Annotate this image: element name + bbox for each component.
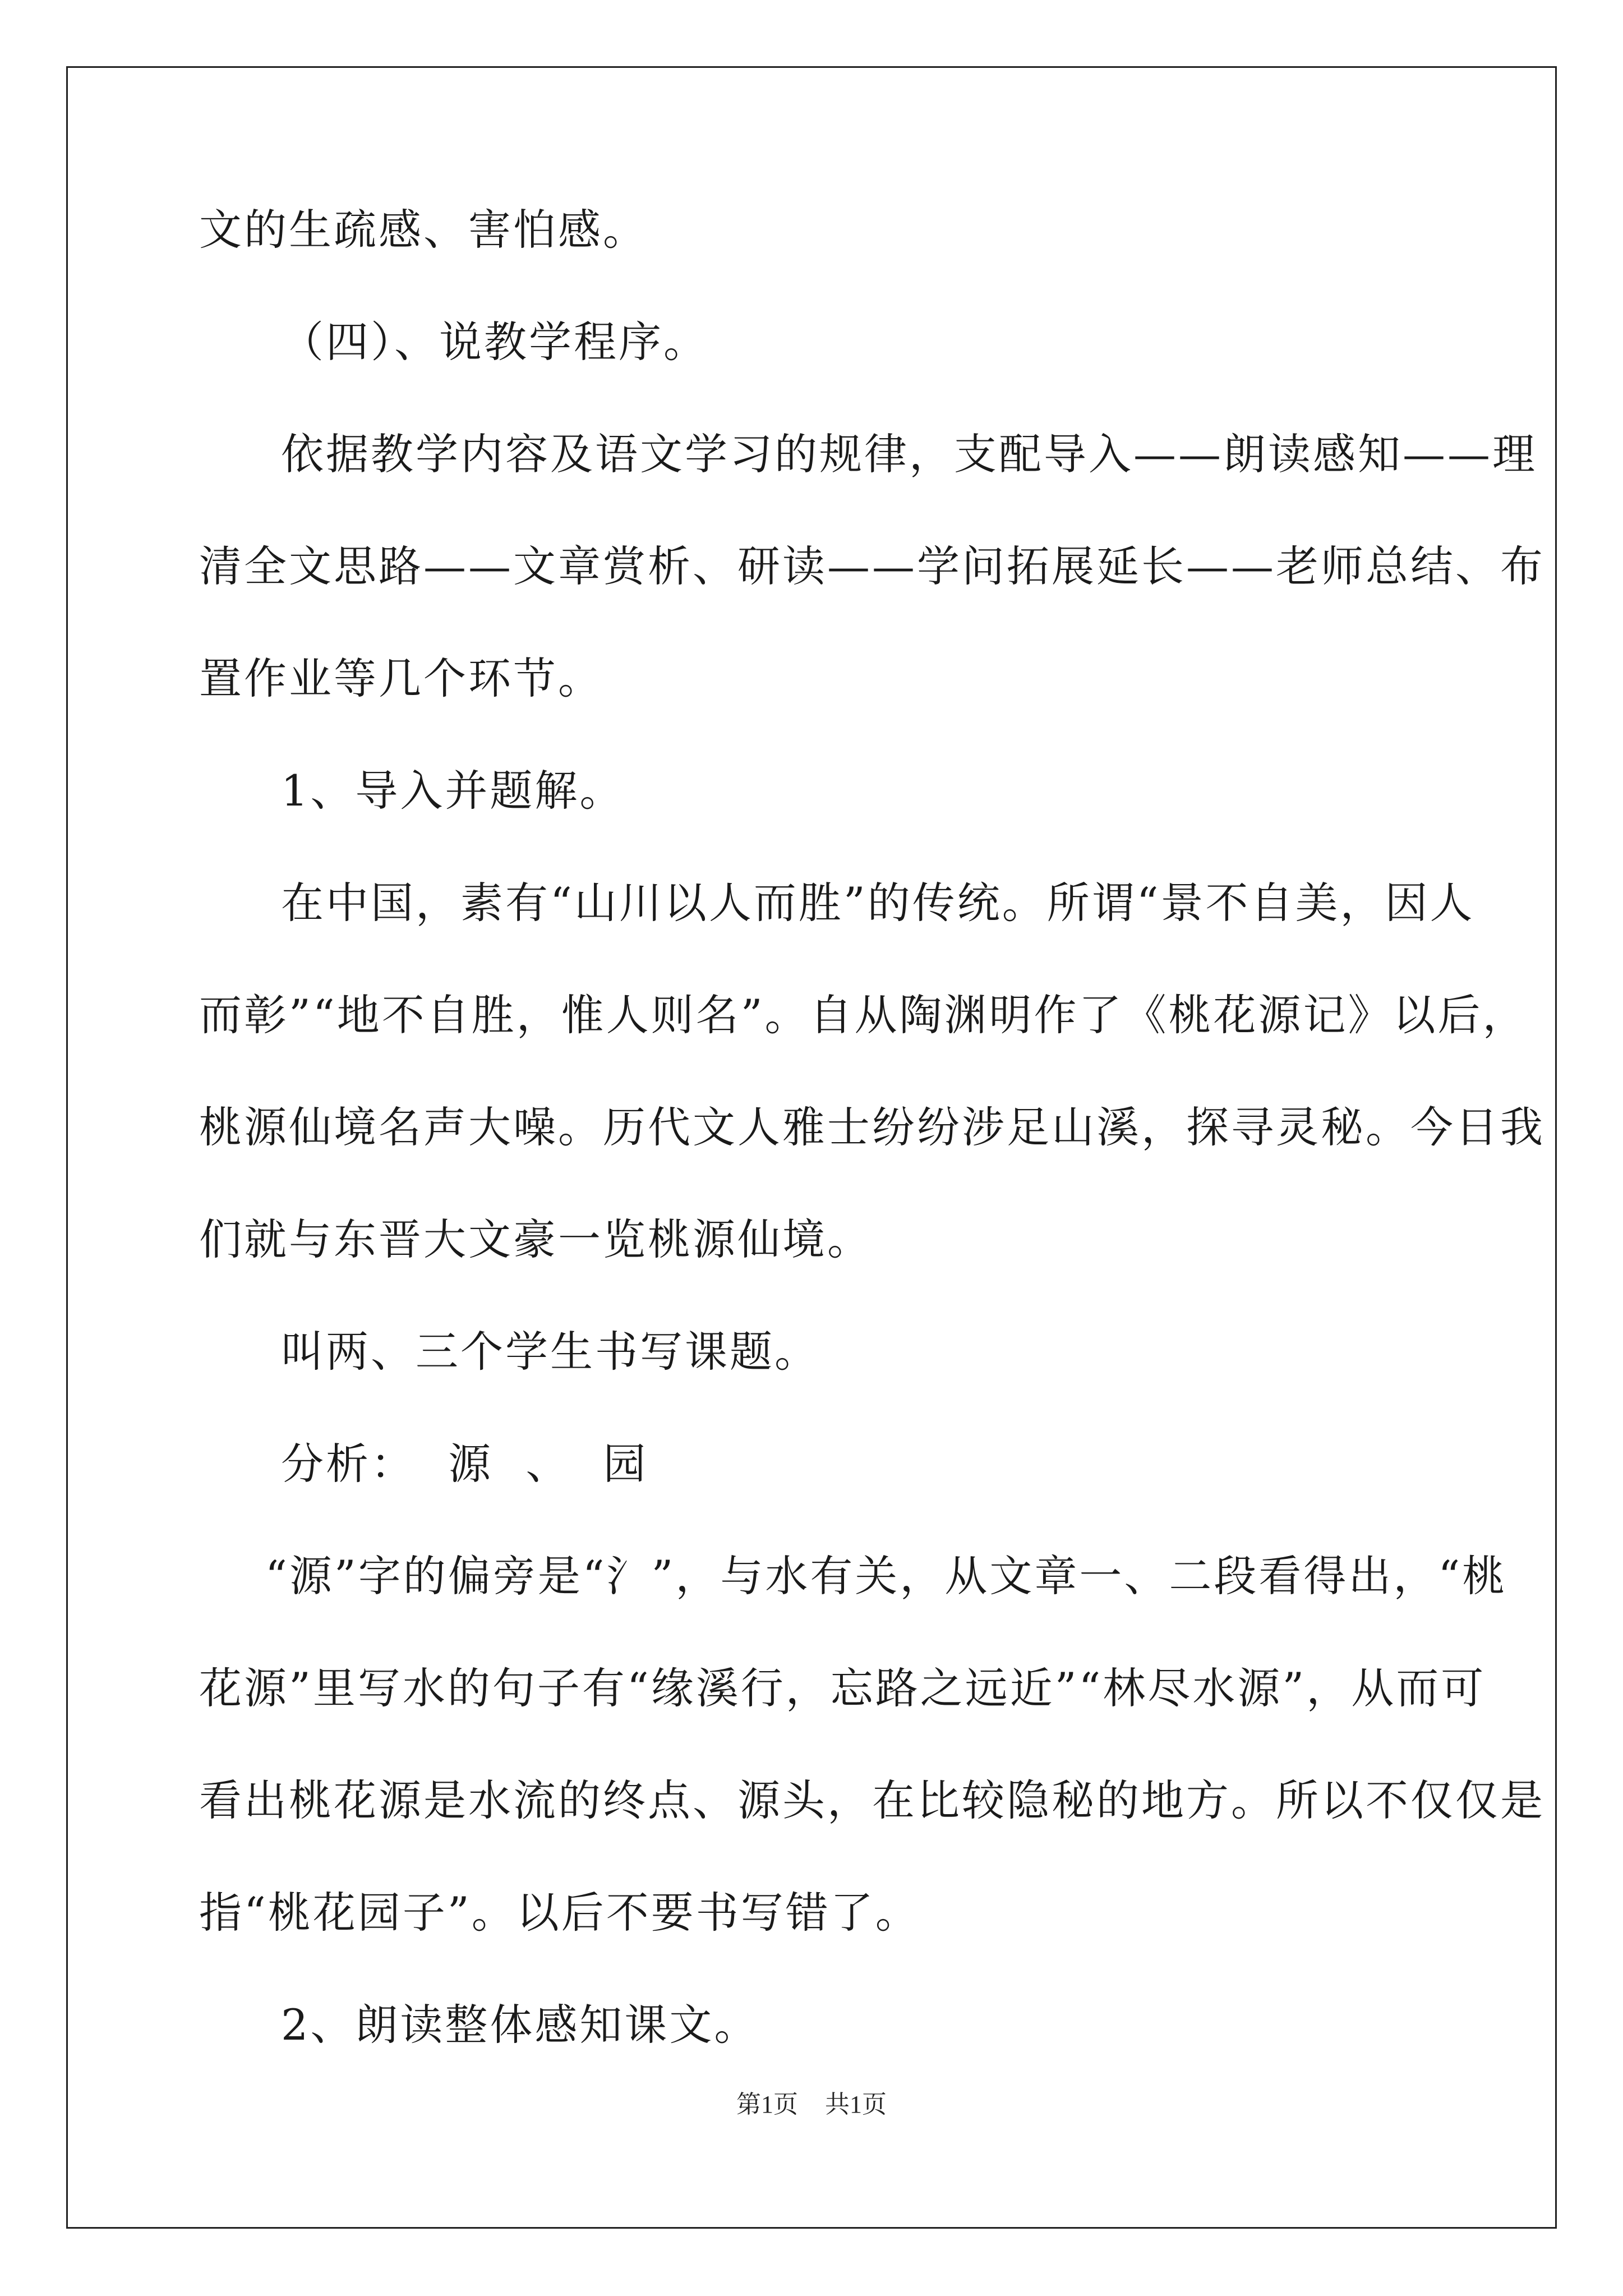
page-total: 共1页 (825, 2091, 887, 2118)
text-line: 依据教学内容及语文学习的规律，支配导入——朗读感知——理 (281, 429, 1537, 479)
text-line: 花源”里写水的句子有“缘溪行，忘路之远近”“林尽水源”，从而可 (199, 1663, 1486, 1713)
text-line: 文的生疏感、害怕感。 (199, 205, 648, 255)
text-line: 看出桃花源是水流的终点、源头，在比较隐秘的地方。所以不仅仅是 (199, 1775, 1545, 1825)
text-line: 叫两、三个学生书写课题。 (281, 1327, 819, 1377)
section-heading: （四）、说教学程序。 (281, 317, 708, 367)
page-footer (0, 2088, 1623, 2122)
step-heading: 2、朗读整体感知课文。 (281, 2000, 759, 2050)
page-number: 第1页 (736, 2091, 798, 2118)
text-line: 指“桃花园子”。以后不要书写错了。 (199, 1888, 920, 1938)
text-line: “源”字的偏旁是“氵”，与水有关，从文章一、二段看得出，“桃 (265, 1551, 1507, 1601)
text-line: 桃源仙境名声大噪。历代文人雅士纷纷涉足山溪，探寻灵秘。今日我 (199, 1102, 1545, 1152)
text-line: 置作业等几个环节。 (199, 654, 603, 703)
text-line: 在中国，素有“山川以人而胜”的传统。所谓“景不自美，因人 (281, 878, 1475, 928)
text-line: 分析： 源 、 园 (281, 1439, 648, 1489)
text-line: 而彰”“地不自胜，惟人则名”。自从陶渊明作了《桃花源记》以后， (199, 990, 1528, 1040)
text-line: 们就与东晋大文豪一览桃源仙境。 (199, 1214, 872, 1264)
text-line: 清全文思路——文章赏析、研读——学问拓展延长——老师总结、布 (199, 541, 1545, 591)
step-heading: 1、导入并题解。 (281, 766, 625, 816)
